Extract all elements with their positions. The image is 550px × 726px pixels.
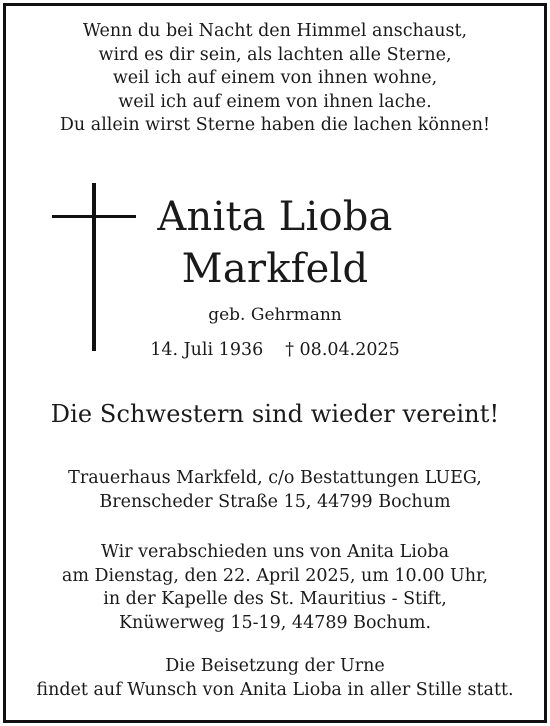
life-dates [0, 338, 550, 362]
poem-line: Du allein wirst Sterne haben die lachen können! [59, 115, 491, 136]
death-date: † 08.04.2025 [285, 340, 400, 360]
poem-line: Wenn du bei Nacht den Himmel anschaust, [82, 21, 468, 41]
birth-name: geb. Gehrmann [208, 305, 342, 325]
poem-line: weil ich auf einem von ihnen lache. [118, 91, 432, 112]
deceased-first-names: Anita Lioba [157, 194, 393, 240]
burial-line: findet auf Wunsch von Anita Lioba in aller Stille statt. [36, 679, 514, 700]
burial-note [0, 655, 550, 702]
farewell-line: in der Kapelle des St. Mauritius - Stift, [103, 589, 447, 609]
birth-date: 14. Juli 1936 [150, 340, 264, 360]
farewell-announcement [0, 541, 550, 635]
deceased-last-name: Markfeld [181, 246, 369, 292]
mourning-address [0, 467, 550, 514]
farewell-line: Wir verabschieden uns von Anita Lioba [100, 542, 450, 562]
farewell-line: am Dienstag, den 22. April 2025, um 10.00 Uhr, [61, 565, 489, 586]
poem-line: weil ich auf einem von ihnen wohne, [112, 68, 438, 89]
address-line: Trauerhaus Markfeld, c/o Bestattungen LUEG, [68, 468, 482, 488]
poem [0, 20, 550, 138]
headline: Die Schwestern sind wieder vereint! [50, 400, 500, 428]
burial-line: Die Beisetzung der Urne [165, 656, 385, 676]
address-line: Brenscheder Straße 15, 44799 Bochum [99, 491, 451, 512]
poem-line: wird es dir sein, als lachten alle Sterne, [98, 44, 452, 65]
farewell-line: Knüwerweg 15-19, 44789 Bochum. [118, 612, 432, 633]
